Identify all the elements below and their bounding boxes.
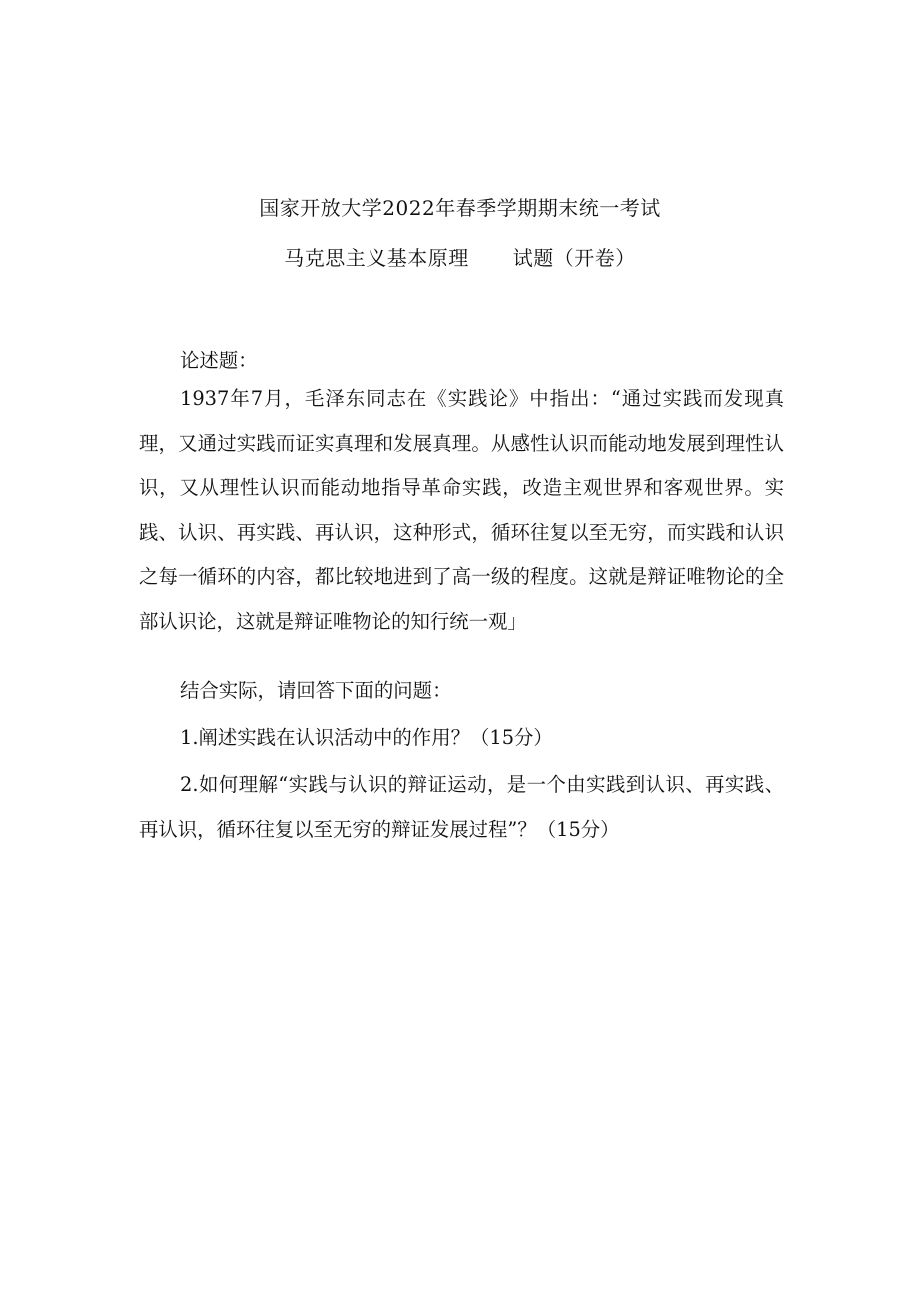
exam-title: 国家开放大学2022年春季学期期末统一考试 — [259, 196, 661, 220]
section-label: 论述题： — [180, 349, 258, 372]
paper-type: 试题（开卷） — [512, 246, 636, 270]
exam-subtitle — [0, 242, 920, 271]
question-2: 2.如何理解“实践与认识的辩证运动，是一个由实践到认识、再实践、再认识，循环往复以至无穷的辩证发展过程”？（15分） — [139, 773, 784, 841]
instruction-text: 结合实际，请回答下面的问题： — [180, 679, 452, 702]
material-paragraph: 1937年7月，毛泽东同志在《实践论》中指出：“通过实践而发现真理，又通过实践而证实真理和发展真理。从感性认识而能动地发展到理性认识，又从理性认识而能动地指导革命实践，改造主观世界和客观世界。实践、认识、再实践、再认识，这种形式，循环往复以至无穷，而实践和认识之每一循环的内容，都比较地进到了高一级的程度。这就是辩证唯物论的全部认识论，这就是辩证唯物论的知行统一观」 — [139, 387, 784, 633]
course-name: 马克思主义基本原理 — [284, 246, 469, 270]
question-1: 1.阐述实践在认识活动中的作用？（15分） — [180, 726, 553, 749]
